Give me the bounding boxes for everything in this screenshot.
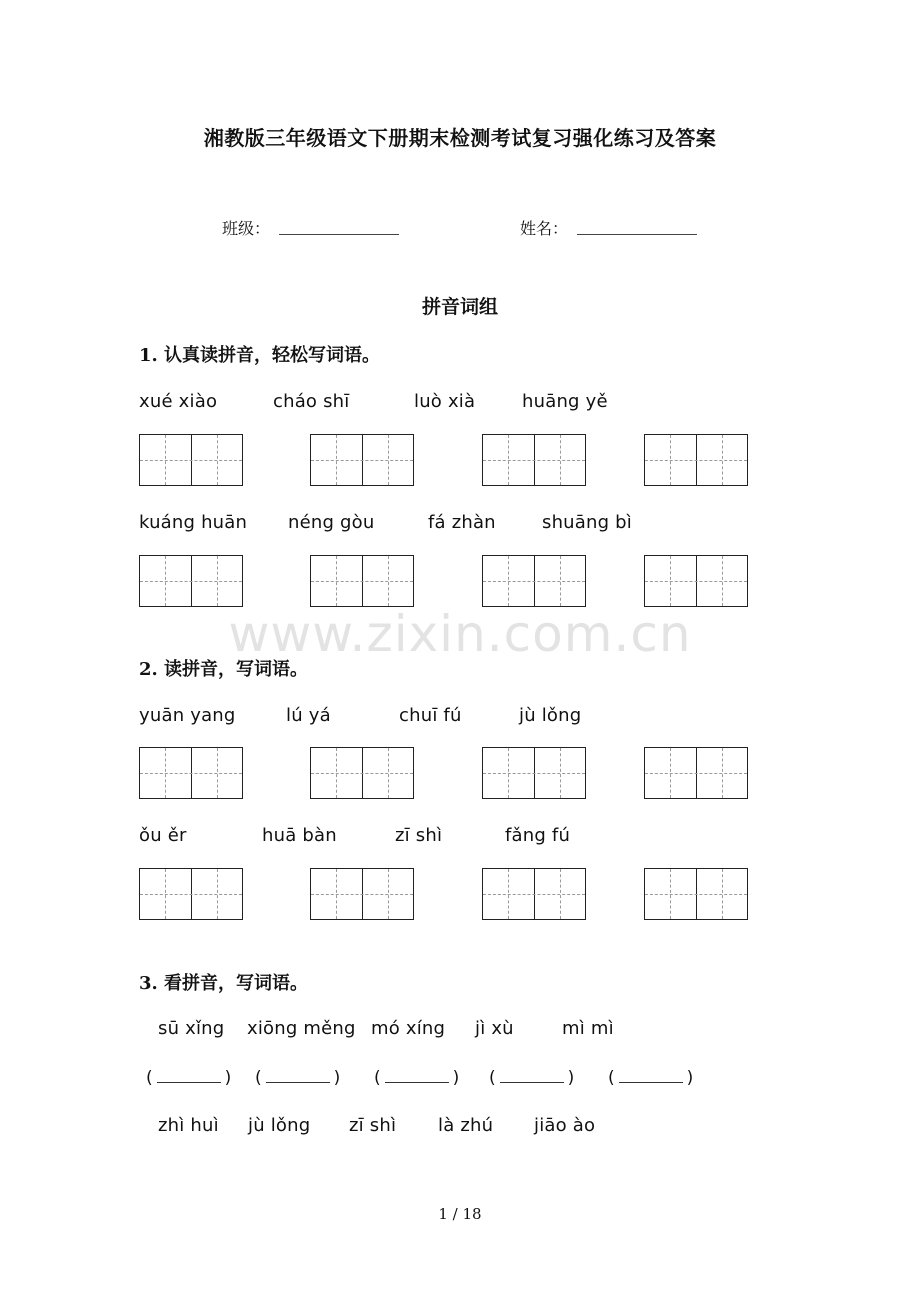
writing-grid[interactable] xyxy=(310,747,414,799)
pinyin: zhì huì xyxy=(158,1115,219,1136)
pinyin: kuáng huān xyxy=(139,512,248,533)
pinyin: yuān yang xyxy=(139,705,236,726)
pinyin: zī shì xyxy=(349,1115,397,1136)
pinyin: là zhú xyxy=(438,1115,494,1136)
name-blank[interactable] xyxy=(577,234,697,235)
pinyin: mó xíng xyxy=(371,1018,446,1039)
pinyin: cháo shī xyxy=(273,391,350,412)
page-number: 1 / 18 xyxy=(438,1205,482,1223)
pinyin: shuāng bì xyxy=(542,512,633,533)
name-label: 姓名： xyxy=(520,219,569,238)
pinyin: jù lǒng xyxy=(248,1115,311,1136)
writing-grid[interactable] xyxy=(644,555,748,607)
pinyin: néng gòu xyxy=(288,512,375,533)
writing-grid[interactable] xyxy=(482,434,586,486)
pinyin: huā bàn xyxy=(262,825,337,846)
writing-grid[interactable] xyxy=(482,747,586,799)
pinyin: luò xià xyxy=(414,391,476,412)
writing-grid[interactable] xyxy=(310,868,414,920)
writing-grid[interactable] xyxy=(139,868,243,920)
question-3-title: 3. 看拼音，写词语。 xyxy=(139,973,309,994)
pinyin: jì xù xyxy=(475,1018,514,1039)
pinyin: fǎng fú xyxy=(505,825,571,846)
writing-grid[interactable] xyxy=(644,434,748,486)
writing-grid[interactable] xyxy=(139,555,243,607)
pinyin: mì mì xyxy=(562,1018,614,1039)
pinyin: fá zhàn xyxy=(428,512,496,533)
writing-grid[interactable] xyxy=(310,555,414,607)
pinyin: ǒu ěr xyxy=(139,825,187,846)
pinyin: xiōng měng xyxy=(247,1018,356,1039)
answer-blank[interactable]: ( ) xyxy=(374,1068,460,1088)
answer-blank[interactable]: ( ) xyxy=(146,1068,232,1088)
document-title: 湘教版三年级语文下册期末检测考试复习强化练习及答案 xyxy=(203,126,717,150)
class-label: 班级： xyxy=(222,219,271,238)
question-1-title: 1. 认真读拼音，轻松写词语。 xyxy=(139,345,381,366)
question-2-title: 2. 读拼音，写词语。 xyxy=(139,659,309,680)
class-blank[interactable] xyxy=(279,234,399,235)
writing-grid[interactable] xyxy=(310,434,414,486)
pinyin: jù lǒng xyxy=(519,705,582,726)
pinyin: lú yá xyxy=(286,705,331,726)
pinyin: huāng yě xyxy=(522,391,608,412)
pinyin: zī shì xyxy=(395,825,443,846)
pinyin: jiāo ào xyxy=(534,1115,596,1136)
writing-grid[interactable] xyxy=(644,747,748,799)
section-title: 拼音词组 xyxy=(421,296,498,318)
writing-grid[interactable] xyxy=(644,868,748,920)
answer-blank[interactable]: ( ) xyxy=(608,1068,694,1088)
writing-grid[interactable] xyxy=(139,747,243,799)
writing-grid[interactable] xyxy=(482,868,586,920)
answer-blank[interactable]: ( ) xyxy=(489,1068,575,1088)
pinyin: chuī fú xyxy=(399,705,462,726)
writing-grid[interactable] xyxy=(139,434,243,486)
answer-blank[interactable]: ( ) xyxy=(255,1068,341,1088)
writing-grid[interactable] xyxy=(482,555,586,607)
pinyin: sū xǐng xyxy=(158,1018,225,1039)
watermark: www.zixin.com.cn xyxy=(228,605,692,663)
pinyin: xué xiào xyxy=(139,391,218,412)
